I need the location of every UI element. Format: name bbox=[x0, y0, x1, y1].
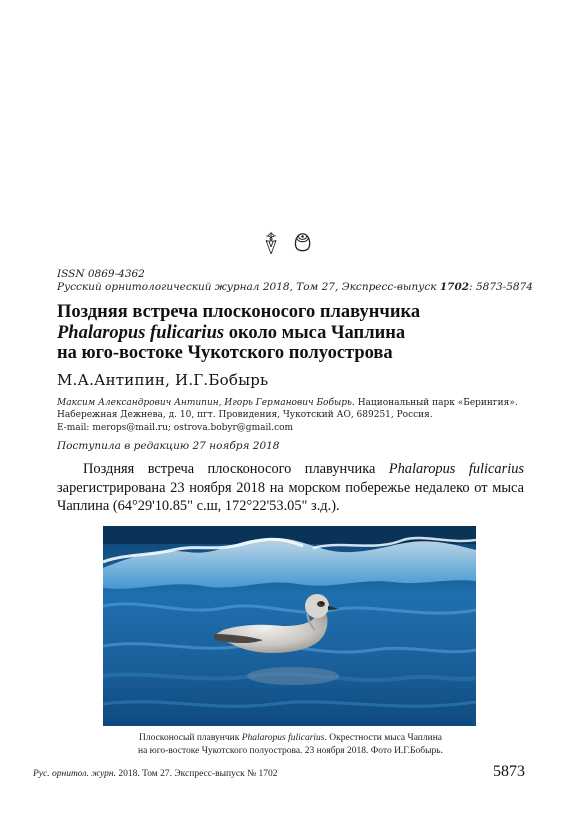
issue-number: 1702 bbox=[439, 281, 470, 293]
caption-species: Phalaropus fulicarius bbox=[241, 733, 325, 743]
title-line-2 bbox=[57, 323, 527, 344]
title-species: Phalaropus fulicarius bbox=[57, 322, 225, 343]
affiliation-email: E-mail: merops@mail.ru; ostrova.bobyr@gmail.com bbox=[57, 423, 294, 433]
caption-text-2: . Окрестности мыса Чаплина bbox=[324, 733, 442, 743]
body-text-part-1: Поздняя встреча плосконосого плавунчика bbox=[83, 461, 389, 477]
body-text-part-2: зарегистрирована 23 ноября 2018 на морском побережье недалеко от мыса Чаплина (64°29'10.85" с.ш, 172°22'53.05" з.д.). bbox=[57, 479, 524, 514]
caption-line-2: на юго-востоке Чукотского полуострова. 23 ноября 2018. Фото И.Г.Бобырь. bbox=[138, 746, 443, 756]
caption-text-1: Плосконосый плавунчик bbox=[139, 733, 242, 743]
issn: ISSN 0869-4362 bbox=[57, 268, 145, 280]
received-date: Поступила в редакцию 27 ноября 2018 bbox=[57, 440, 280, 452]
page-range: : 5873-5874 bbox=[469, 281, 533, 293]
journal-name: Русский орнитологический журнал 2018, Том 27, Экспресс-выпуск bbox=[57, 281, 440, 293]
journal-reference bbox=[57, 281, 533, 294]
authors: М.А.Антипин, И.Г.Бобырь bbox=[57, 371, 269, 389]
footer-journal-abbr: Рус. орнитол. журн. bbox=[33, 769, 116, 779]
section-ornament: ࿈ ࿉ bbox=[264, 228, 316, 258]
phalarope-on-sea-illustration bbox=[103, 526, 476, 726]
bird-photo bbox=[103, 526, 476, 726]
page-footer bbox=[33, 769, 278, 779]
body-species: Phalaropus fulicarius bbox=[388, 461, 524, 477]
title-line-1: Поздняя встреча плосконосого плавунчика bbox=[57, 302, 421, 322]
article-title bbox=[57, 302, 527, 364]
author-full-names: Максим Александрович Антипин, Игорь Германович Бобырь. bbox=[57, 398, 355, 408]
footer-issue-info: 2018. Том 27. Экспресс-выпуск № 1702 bbox=[115, 769, 278, 779]
title-line-3: на юго-востоке Чукотского полуострова bbox=[57, 343, 393, 363]
title-line-2-rest: около мыса Чаплина bbox=[224, 322, 406, 343]
affiliation-names bbox=[57, 397, 518, 410]
affiliation-address: Набережная Дежнева, д. 10, пгт. Провидения, Чукотский АО, 689251, Россия. bbox=[57, 410, 433, 420]
organization: Национальный парк «Берингия». bbox=[354, 398, 518, 408]
page-number: 5873 bbox=[493, 763, 525, 780]
caption-line-1 bbox=[57, 732, 524, 745]
figure-caption bbox=[57, 732, 524, 758]
body-paragraph bbox=[57, 460, 524, 516]
